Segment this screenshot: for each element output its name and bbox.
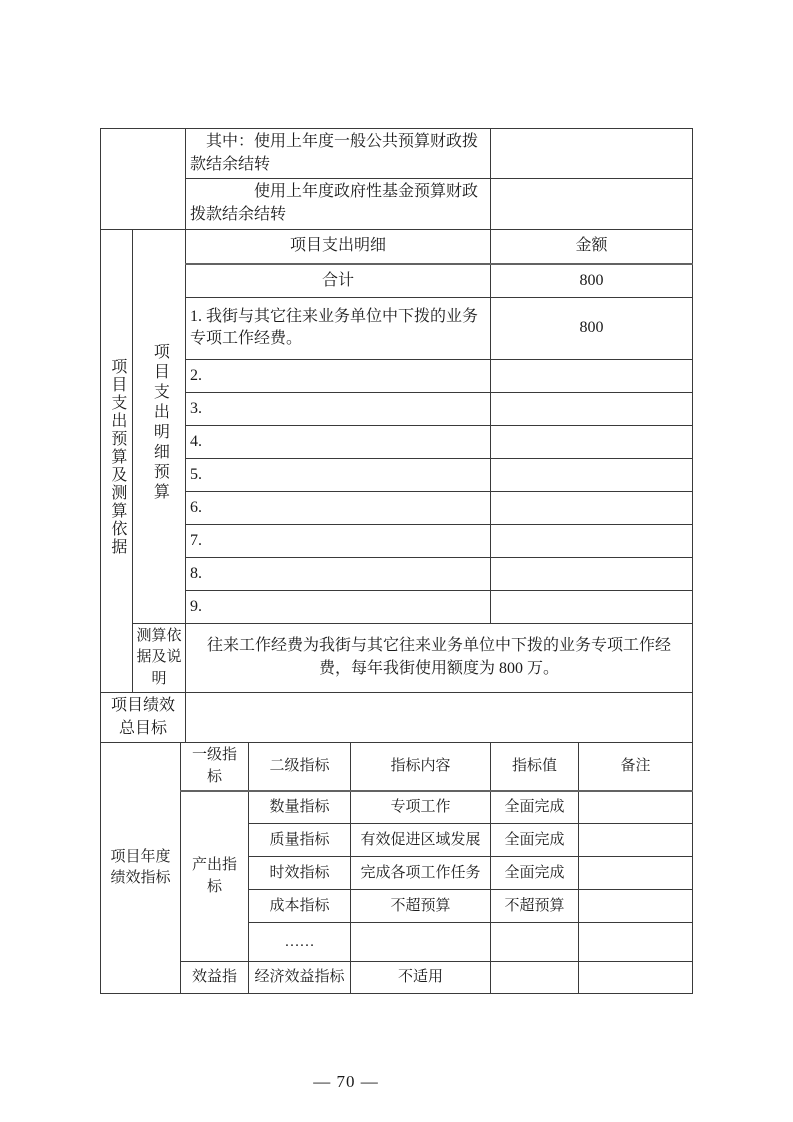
detail-cell: 1. 我街与其它往来业务单位中下拨的业务专项工作经费。 <box>186 297 491 359</box>
detail-cell: 7. <box>186 524 491 557</box>
amount-cell <box>491 359 693 392</box>
level2-cell: 经济效益指标 <box>249 962 351 994</box>
expenditure-group-label: 项目支出预算及测算依据 <box>108 358 126 557</box>
detail-cell: 2. <box>186 359 491 392</box>
note-cell <box>579 857 693 890</box>
indicators-table <box>100 742 693 994</box>
level1-header-cell: 一级指标 <box>181 743 249 791</box>
basis-row <box>101 623 693 692</box>
benefit-group-label-cell: 效益指 <box>181 962 249 994</box>
basis-content-cell: 往来工作经费为我街与其它往来业务单位中下拨的业务专项工作经费，每年我街使用额度为 800 万。 <box>186 623 693 692</box>
content-cell <box>351 923 491 962</box>
page-number: — 70 — <box>313 1072 379 1091</box>
note-cell <box>579 962 693 994</box>
total-row <box>101 264 693 297</box>
indicators-header-row <box>101 743 693 791</box>
value-cell <box>491 923 579 962</box>
detail-row <box>101 524 693 557</box>
level2-header-cell: 二级指标 <box>249 743 351 791</box>
amount-cell <box>491 590 693 623</box>
detail-cell: 合计 <box>186 264 491 297</box>
level2-cell: 时效指标 <box>249 857 351 890</box>
expenditure-group-label-cell <box>101 229 133 692</box>
content-cell: 专项工作 <box>351 791 491 824</box>
level2-cell: …… <box>249 923 351 962</box>
note-cell <box>579 824 693 857</box>
carryover-gf-row <box>101 179 693 229</box>
indicator-row <box>101 791 693 824</box>
detail-cell: 6. <box>186 491 491 524</box>
amount-cell: 800 <box>491 297 693 359</box>
content-cell: 有效促进区域发展 <box>351 824 491 857</box>
output-group-label-cell: 产出指标 <box>181 791 249 962</box>
carryover-row-label: 其中：使用上年度一般公共预算财政拨款结余结转 <box>186 129 491 179</box>
detail-row <box>101 557 693 590</box>
amount-cell <box>491 557 693 590</box>
note-header-cell: 备注 <box>579 743 693 791</box>
detail-row <box>101 359 693 392</box>
value-header-cell: 指标值 <box>491 743 579 791</box>
detail-header-row <box>101 229 693 264</box>
amount-cell <box>491 392 693 425</box>
note-cell <box>579 890 693 923</box>
level2-cell: 质量指标 <box>249 824 351 857</box>
amount-header-cell: 金额 <box>491 229 693 264</box>
overall-goal-content-cell <box>186 692 693 742</box>
detail-group-label: 项目支出明细预算 <box>151 342 169 503</box>
level2-cell: 成本指标 <box>249 890 351 923</box>
carryover-gpb-row <box>101 129 693 179</box>
content-cell: 不适用 <box>351 962 491 994</box>
amount-cell: 800 <box>491 264 693 297</box>
budget-form-sheet <box>100 128 692 994</box>
amount-cell <box>491 491 693 524</box>
detail-row <box>101 590 693 623</box>
value-cell: 全面完成 <box>491 857 579 890</box>
detail-cell: 9. <box>186 590 491 623</box>
indicator-row <box>101 962 693 994</box>
detail-row <box>101 425 693 458</box>
detail-group-label-cell <box>133 229 186 623</box>
amount-cell <box>491 425 693 458</box>
carryover-row-amount <box>491 129 693 179</box>
detail-row <box>101 458 693 491</box>
detail-row <box>101 491 693 524</box>
content-cell: 不超预算 <box>351 890 491 923</box>
basis-label-cell: 测算依据及说明 <box>133 623 186 692</box>
value-cell <box>491 962 579 994</box>
value-cell: 全面完成 <box>491 791 579 824</box>
carryover-row-label: 使用上年度政府性基金预算财政拨款结余结转 <box>186 179 491 229</box>
detail-cell: 8. <box>186 557 491 590</box>
detail-cell: 5. <box>186 458 491 491</box>
detail-row <box>101 392 693 425</box>
note-cell <box>579 791 693 824</box>
amount-cell <box>491 524 693 557</box>
note-cell <box>579 923 693 962</box>
content-header-cell: 指标内容 <box>351 743 491 791</box>
detail-cell: 4. <box>186 425 491 458</box>
overall-goal-row <box>101 692 693 742</box>
indicators-group-label-cell: 项目年度绩效指标 <box>101 743 181 994</box>
carryover-blank-cell <box>101 129 186 230</box>
detail-cell: 3. <box>186 392 491 425</box>
amount-cell <box>491 458 693 491</box>
carryover-row-amount <box>491 179 693 229</box>
overall-goal-label-cell: 项目绩效总目标 <box>101 692 186 742</box>
level2-cell: 数量指标 <box>249 791 351 824</box>
detail-row <box>101 297 693 359</box>
value-cell: 全面完成 <box>491 824 579 857</box>
content-cell: 完成各项工作任务 <box>351 857 491 890</box>
detail-header-cell: 项目支出明细 <box>186 229 491 264</box>
expenditure-table <box>100 128 693 743</box>
value-cell: 不超预算 <box>491 890 579 923</box>
